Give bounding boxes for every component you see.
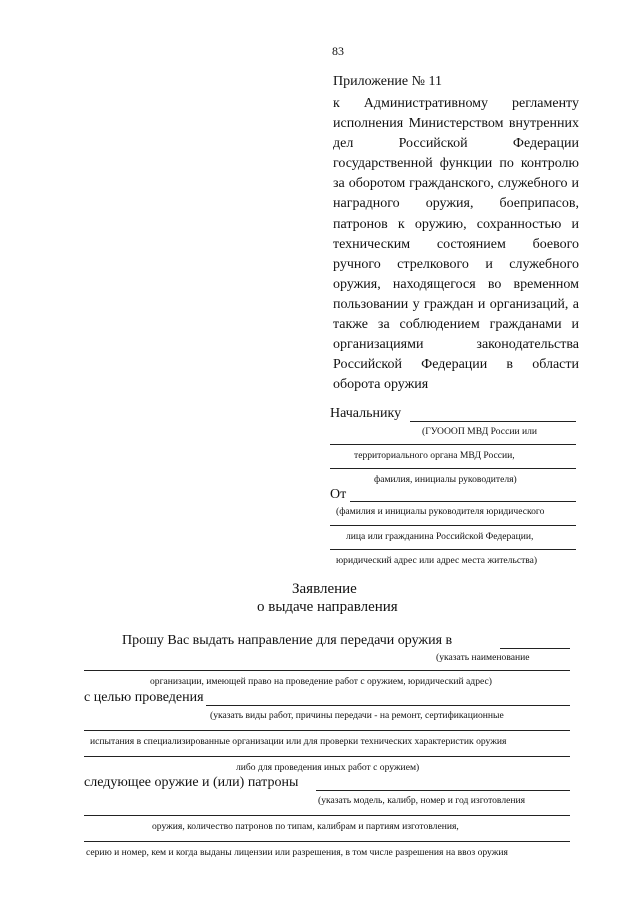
- purpose-line-2[interactable]: [84, 730, 570, 731]
- request-line[interactable]: [500, 648, 570, 649]
- weapons-line[interactable]: [316, 790, 570, 791]
- weapons-line-2[interactable]: [84, 815, 570, 816]
- to-hint-3: фамилия, инициалы руководителя): [374, 474, 517, 485]
- weapons-hint-3: серию и номер, кем и когда выданы лицензии или разрешения, в том числе разрешения на ввоз оружия: [86, 847, 508, 858]
- statement-subtitle: о выдаче направления: [257, 599, 398, 615]
- from-hint-1: (фамилия и инициалы руководителя юридического: [336, 506, 545, 517]
- purpose-hint-1: (указать виды работ, причины передачи - на ремонт, сертификационные: [210, 710, 504, 721]
- purpose-hint-2: испытания в специализированные организации или для проверки технических характеристик оружия: [90, 736, 507, 747]
- purpose-line-3[interactable]: [84, 756, 570, 757]
- to-line-2[interactable]: [330, 444, 576, 445]
- to-line-3[interactable]: [330, 468, 576, 469]
- weapons-hint-1: (указать модель, калибр, номер и год изготовления: [318, 795, 526, 806]
- request-text: Прошу Вас выдать направление для передачи оружия в: [122, 633, 453, 648]
- from-hint-3: юридический адрес или адрес места жительства): [336, 555, 538, 566]
- from-label: От: [330, 487, 347, 502]
- from-hint-2: лица или гражданина Российской Федерации,: [346, 531, 534, 542]
- annex-body: к Административному регламенту исполнения Министерством внутренних дел Российской Федерации государственной функции по контролю за оборотом гражданского, служебного и наградного оружия, боеприпасов, патронов к оружию, сохранностью и техническим состоянием боевого ручного стрелкового и служебного оружия, находящегося во временном пользовании у граждан и организаций, а также за соблюдением гражданами и организациями законодательства Российской Федерации в области оборота оружия: [333, 96, 579, 393]
- purpose-line[interactable]: [206, 705, 570, 706]
- purpose-label: с целью проведения: [84, 690, 204, 705]
- from-line-2[interactable]: [330, 525, 576, 526]
- request-line-2[interactable]: [84, 670, 570, 671]
- weapons-label: следующее оружие и (или) патроны: [84, 775, 299, 790]
- annex-title: Приложение № 11: [333, 74, 442, 89]
- request-hint-2: организации, имеющей право на проведение работ с оружием, юридический адрес): [150, 676, 492, 687]
- weapons-line-3[interactable]: [84, 841, 570, 842]
- to-hint-1: (ГУОООП МВД России или: [422, 426, 538, 437]
- purpose-hint-3: либо для проведения иных работ с оружием): [236, 762, 420, 773]
- to-line[interactable]: [410, 421, 576, 422]
- from-line[interactable]: [350, 501, 576, 502]
- weapons-hint-2: оружия, количество патронов по типам, калибрам и партиям изготовления,: [152, 821, 459, 832]
- from-line-3[interactable]: [330, 549, 576, 550]
- to-hint-2: территориального органа МВД России,: [354, 450, 515, 461]
- page-number: 83: [332, 44, 344, 58]
- statement-title: Заявление: [292, 581, 357, 597]
- request-hint-1: (указать наименование: [436, 652, 530, 663]
- to-label: Начальнику: [330, 406, 402, 421]
